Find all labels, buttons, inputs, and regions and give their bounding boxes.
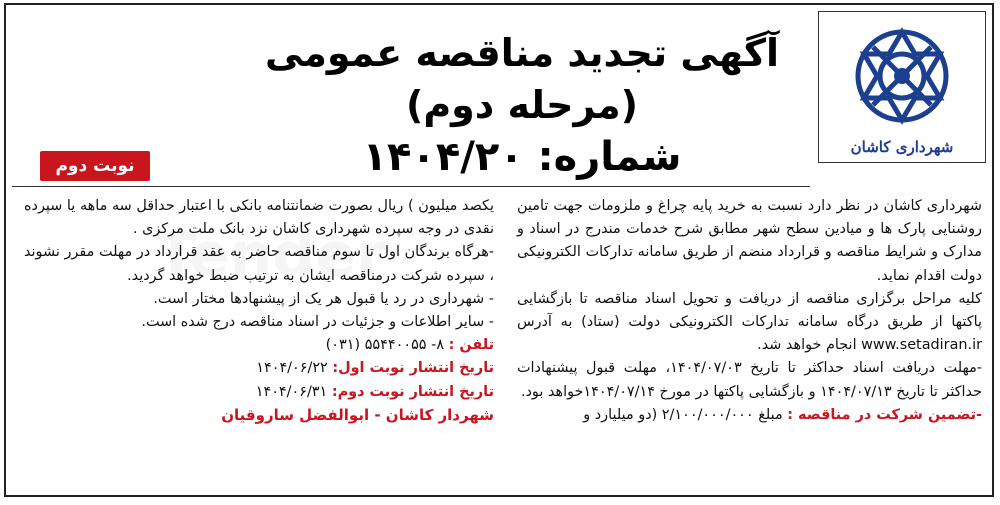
title-line-2: شماره: ۱۴۰۴/۲۰ <box>362 134 682 180</box>
first-publication-label: تاریخ انتشار نوبت اول: <box>332 360 494 377</box>
tender-notice <box>4 3 994 497</box>
phone-number: ۸- ۵۵۴۴۰۰۵۵ (۰۳۱) <box>325 337 445 354</box>
title-line-1: آگهی تجدید مناقصه عمومی (مرحله دوم) <box>264 31 780 127</box>
guarantee-amount: مبلغ ۲/۱۰۰/۰۰۰/۰۰۰ (دو میلیارد و <box>583 406 783 423</box>
logo-emblem-icon <box>837 18 967 136</box>
rights-paragraph: - شهرداری در رد یا قبول هر یک از پیشنهادها مختار است. <box>153 290 494 307</box>
guarantee-paragraph <box>517 404 982 427</box>
second-publication-label: تاریخ انتشار نوبت دوم: <box>331 383 494 400</box>
second-publication-line <box>24 381 494 404</box>
procedure-paragraph: کلیه مراحل برگزاری مناقصه از دریافت و تحویل اسناد مناقصه تا بازگشایی پاکتها از طریق درگاه سامانه تدارکات الکترونیکی دولت (ستاد) به آدرس www.setadiran.ir انجام خواهد شد. <box>517 290 982 354</box>
deadlines-paragraph: -مهلت دریافت اسناد حداکثر تا تاریخ ۱۴۰۴/۰۷/۰۳، مهلت قبول پیشنهادات حداکثر تا تاریخ ۱۴۰۴/۰۷/۱۳ و بازگشایی پاکتها در مورخ ۱۴۰۴/۰۷/۱۴خواهد بود. <box>517 360 982 400</box>
notice-title <box>242 27 802 183</box>
publication-round-badge: نوبت دوم <box>40 151 150 181</box>
first-publication-line <box>24 357 494 380</box>
municipality-logo <box>818 11 986 163</box>
phone-line <box>24 334 494 357</box>
guarantee-label: -تضمین شرکت در مناقصه : <box>787 406 982 423</box>
mayor-signature: شهردار کاشان - ابوالفضل ساروقیان <box>221 405 494 424</box>
notice-body-left <box>24 195 494 427</box>
phone-label: تلفن : <box>448 337 494 354</box>
details-paragraph: - سایر اطلاعات و جزئیات در اسناد مناقصه درج شده است. <box>141 314 494 331</box>
forfeit-paragraph: -هرگاه برندگان اول تا سوم مناقصه حاضر به عقد قرارداد در مهلت مقرر نشوند ، سپرده شرکت درمناقصه ایشان به ترتیب ضبط خواهد گردید. <box>24 244 494 284</box>
second-publication-date: ۱۴۰۴/۰۶/۳۱ <box>255 383 328 400</box>
logo-caption: شهرداری کاشان <box>850 138 954 156</box>
notice-body-right <box>517 195 982 427</box>
header-divider <box>12 186 810 187</box>
first-publication-date: ۱۴۰۴/۰۶/۲۲ <box>256 360 328 377</box>
guarantee-continuation: یکصد میلیون ) ریال بصورت ضمانتنامه بانکی با اعتبار حداقل سه ماهه یا سپرده نقدی در وجه سپرده شهرداری کاشان نزد بانک ملت مرکزی . <box>24 198 494 238</box>
intro-paragraph: شهرداری کاشان در نظر دارد نسبت به خرید پایه چراغ و ملزومات جهت تامین روشنایی پارک ها و میادین سطح شهر مطابق شرح خدمات مندرج در اسناد و مدارک و شرایط مناقصه و قرارداد منضم از طریق سامانه تدارکات الکترونیکی دولت اقدام نماید. <box>517 198 982 284</box>
